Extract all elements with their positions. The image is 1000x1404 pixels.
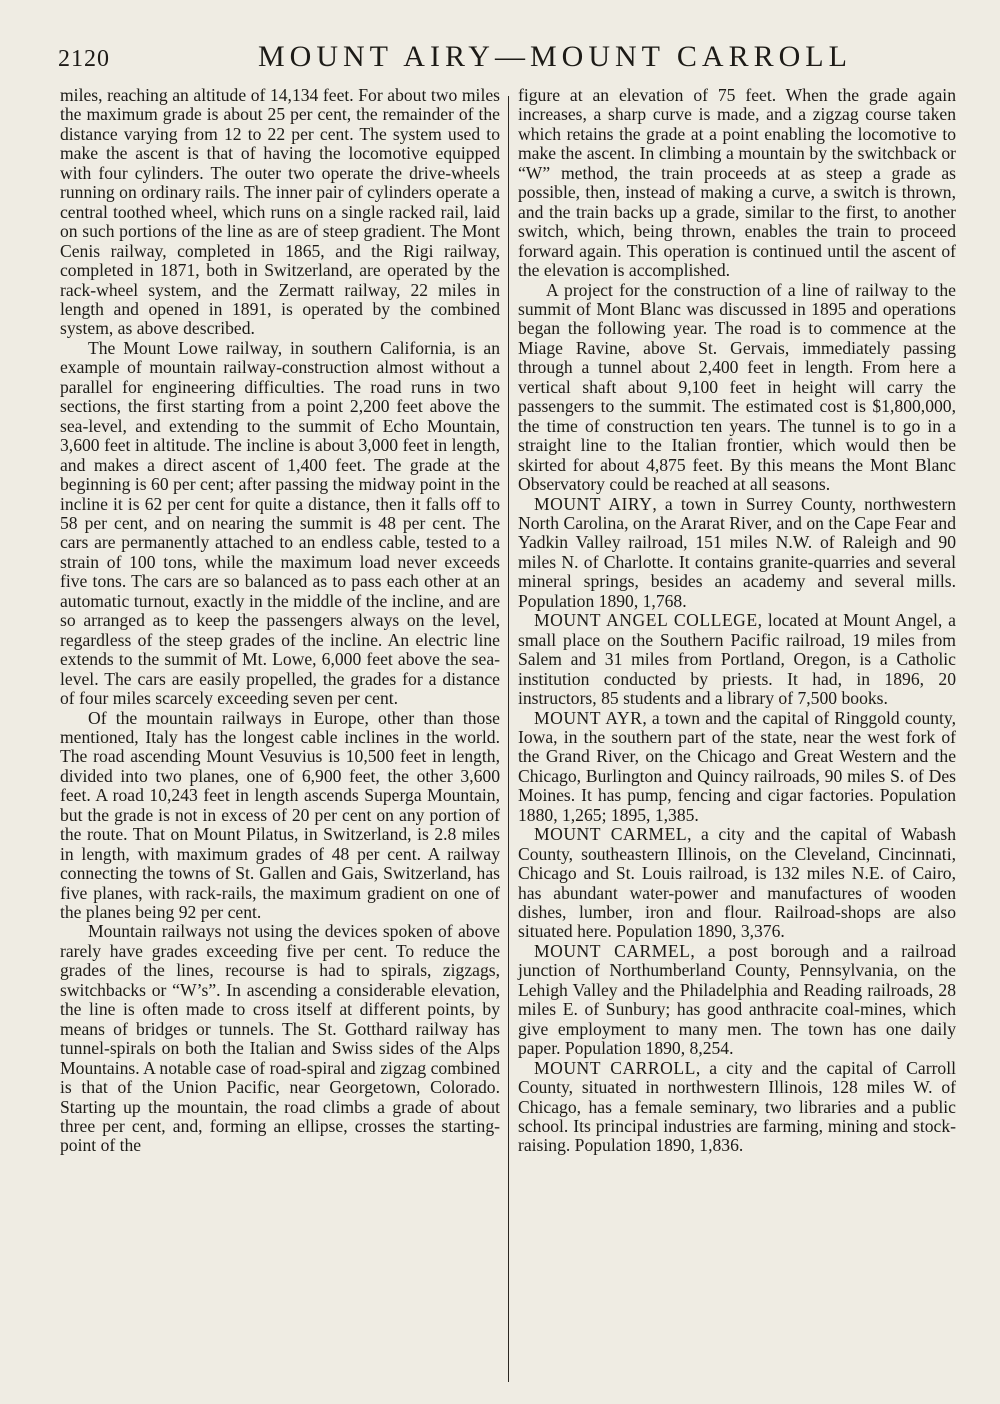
left-paragraph-2: The Mount Lowe railway, in southern California, is an example of mountain railway-construction almost without a parallel for engineering difficulties. The road runs in two sections, the first starting from a point 2,200 feet above the sea-level, and extending to the summit of Echo Mountain, 3,600 feet in altitude. The incline is about 3,000 feet in length, and makes a direct ascent of 1,400 feet. The grade at the beginning is 60 per cent; after passing the midway point in the incline it is 62 per cent for quite a distance, then it falls off to 58 per cent, and on nearing the summit is 48 per cent. The cars are permanently attached to an endless cable, tested to a strain of 100 tons, while the maximum load never exceeds five tons. The cars are so balanced as to pass each other at an automatic turnout, exactly in the middle of the incline, and are so arranged as to keep the passengers always on the level, regardless of the steep grades of the incline. An electric line extends to the summit of Mt. Lowe, 6,000 feet above the sea-level. The cars are easily propelled, the grades for a distance of four miles scarcely exceeding seven per cent. [60, 337, 500, 709]
right-paragraph-1: figure at an elevation of 75 feet. When the grade again increases, a sharp curve is made, and a zigzag course taken which retains the grade at a point enabling the locomotive to make the ascent. In climbing a mountain by the switchback or “W” method, the train proceeds at as steep a grade as possible, then, instead of making a curve, a switch is thrown, and the train backs up a grade, similar to the first, to another switch, which, being thrown, enables the train to proceed forward again. This operation is continued until the ascent of the elevation is accomplished. [518, 85, 956, 281]
column-divider [508, 96, 509, 1382]
entry-mount-airy [518, 495, 956, 612]
entry-text: , a town and the capital of Ringgold county, Iowa, in the southern part of the state, near the west fork of the Grand River, on the Chicago and Great Western and the Chicago, Burlington and Quincy railroads, 90 miles S. of Des Moines. It has pump, fencing and cigar factories. Population 1880, 1,265; 1895, 1,385. [518, 707, 956, 825]
entry-headword: MOUNT CARROLL [534, 1057, 696, 1078]
entry-mount-carroll [518, 1059, 956, 1156]
entry-mount-carmel-pennsylvania [518, 942, 956, 1059]
running-title: MOUNT AIRY—MOUNT CARROLL [258, 40, 852, 73]
left-paragraph-3: Of the mountain railways in Europe, other than those mentioned, Italy has the longest cable inclines in the world. The road ascending Mount Vesuvius is 10,500 feet in length, divided into two planes, one of 6,900 feet, the other 3,600 feet. A road 10,243 feet in length ascends Superga Mountain, but the grade is not in excess of 20 per cent on any portion of the route. That on Mount Pilatus, in Switzerland, is 2.8 miles in length, with maximum grades of 48 per cent. A railway connecting the towns of St. Gallen and Gais, Switzerland, has five planes, with rack-rails, the maximum gradient on one of the planes being 92 per cent. [60, 707, 500, 923]
right-column [518, 86, 956, 1156]
left-column [60, 86, 500, 1156]
right-paragraph-2: A project for the construction of a line of railway to the summit of Mont Blanc was discussed in 1895 and operations began the following year. The road is to commence at the Miage Ravine, above St. Gervais, immediately passing through a tunnel about 2,400 feet in length. From here a vertical shaft about 9,100 feet in height will carry the passengers to the summit. The estimated cost is $1,800,000, the time of construction ten years. The tunnel is to go in a straight line to the Italian frontier, which would then be skirted for about 4,875 feet. By this means the Mont Blanc Observatory could be reached at all seasons. [518, 279, 956, 495]
entry-mount-angel-college [518, 611, 956, 708]
entry-mount-carmel-illinois [518, 825, 956, 942]
entry-text: , a post borough and a railroad junction of Northumberland County, Pennsylvania, on the Lehigh Valley and the Philadelphia and Reading railroads, 28 miles E. of Sunbury; has good anthracite coal-mines, which give employment to many men. The town has one daily paper. Population 1890, 8,254. [518, 940, 956, 1059]
page-number: 2120 [58, 46, 110, 72]
left-paragraph-1: miles, reaching an altitude of 14,134 feet. For about two miles the maximum grade is about 25 per cent, the remainder of the distance varying from 12 to 22 per cent. The system used to make the ascent is that of having the locomotive equipped with four cylinders. The outer two operate the drive-wheels running on ordinary rails. The inner pair of cylinders operate a central toothed wheel, which runs on a single racked rail, laid on such portions of the line as are of steep gradient. The Mont Cenis railway, completed in 1865, and the Rigi railway, completed in 1871, both in Switzerland, are operated by the rack-wheel system, and the Zermatt railway, 22 miles in length and opened in 1891, is operated by the combined system, as above described. [60, 85, 500, 339]
entry-text: , a city and the capital of Carroll County, situated in northwestern Illinois, 128 miles W. of Chicago, has a female seminary, two libraries and a public school. Its principal industries are farming, mining and stock-raising. Population 1890, 1,836. [518, 1057, 956, 1156]
entry-text: , a town in Surrey County, northwestern North Carolina, on the Ararat River, and on the Cape Fear and Yadkin Valley railroad, 151 miles N.W. of Raleigh and 90 miles N. of Charlotte. It contains granite-quarries and several mineral springs, besides an academy and several mills. Population 1890, 1,768. [518, 493, 956, 611]
left-paragraph-4: Mountain railways not using the devices spoken of above rarely have grades exceeding five per cent. To reduce the grades of the lines, recourse is had to spirals, zigzags, switchbacks or “W’s”. In ascending a considerable elevation, the line is often made to cross itself at different points, by means of bridges or tunnels. The St. Gotthard railway has tunnel-spirals on both the Italian and Swiss sides of the Alps Mountains. A notable case of road-spiral and zigzag combined is that of the Union Pacific, near Georgetown, Colorado. Starting up the mountain, the road climbs a grade of about three per cent, and, forming an ellipse, crosses the starting-point of the [60, 921, 500, 1156]
entry-headword: MOUNT CARMEL [534, 824, 688, 845]
entry-headword: MOUNT AIRY [534, 493, 653, 514]
page-header [58, 40, 958, 80]
entry-headword: MOUNT CARMEL [534, 940, 691, 961]
entry-text: , located at Mount Angel, a small place on the Southern Pacific railroad, 19 miles from Salem and 31 miles from Portland, Oregon, is a Catholic institution conducted by priests. It had, in 1896, 20 instructors, 85 students and a library of 7,500 books. [518, 610, 956, 709]
entry-text: , a city and the capital of Wabash County, southeastern Illinois, on the Cleveland, Cincinnati, Chicago and St. Louis railroad, is 132 miles N.E. of Cairo, has abundant water-power and manufactures of wooden dishes, lumber, iron and flour. Railroad-shops are also situated here. Population 1890, 3,376. [518, 824, 956, 942]
entry-headword: MOUNT ANGEL COLLEGE [534, 610, 758, 631]
entry-headword: MOUNT AYR [534, 707, 643, 728]
entry-mount-ayr [518, 709, 956, 826]
